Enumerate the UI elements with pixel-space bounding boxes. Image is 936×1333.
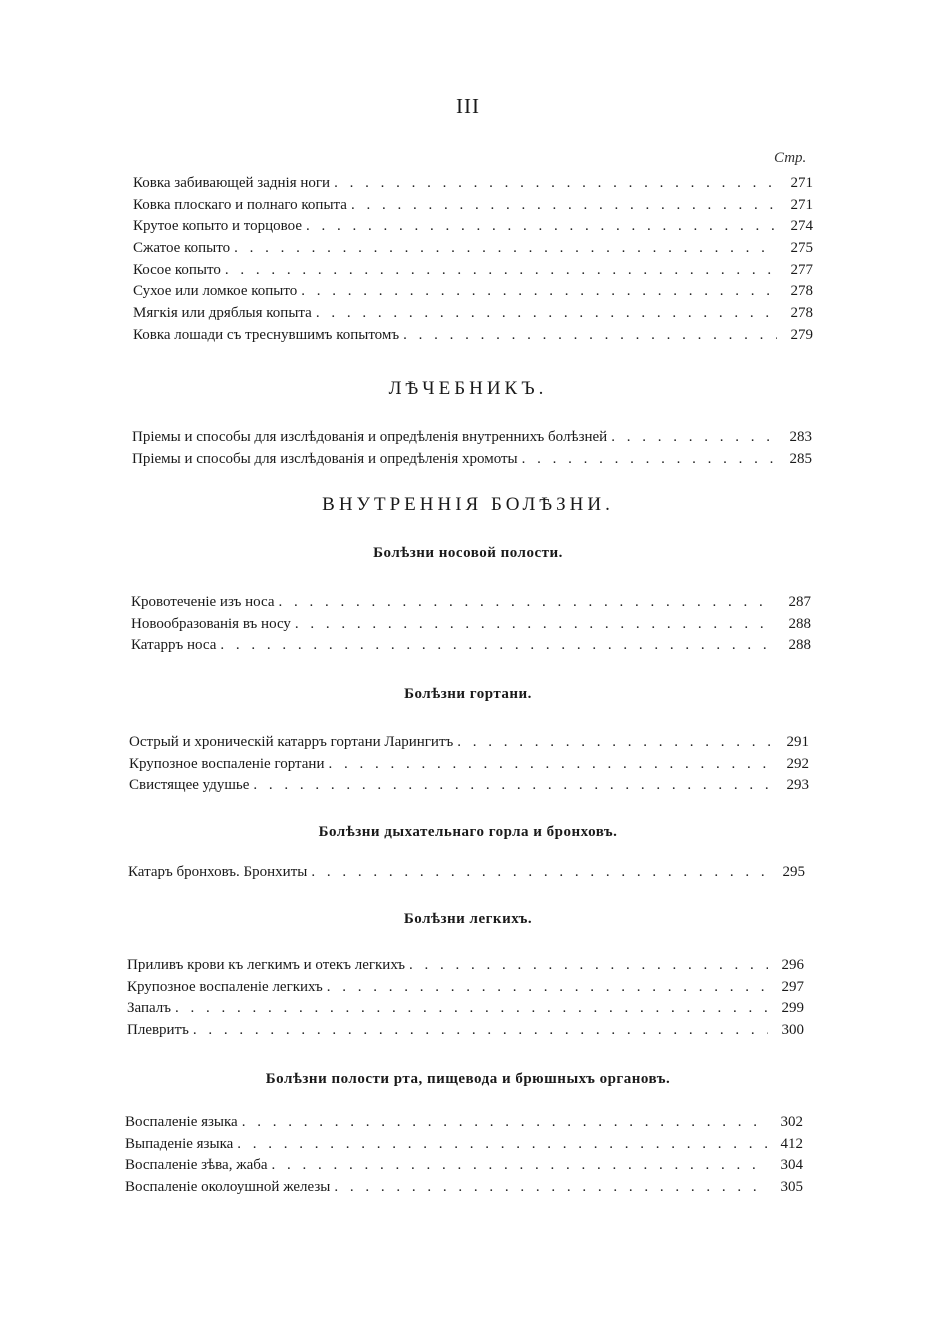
leader-dots [171, 998, 768, 1020]
leader-dots [405, 955, 768, 977]
toc-entry [125, 1155, 803, 1177]
toc-entry [131, 614, 811, 636]
toc-entry-page: 288 [788, 615, 811, 632]
toc-entry [133, 216, 813, 238]
toc-entry [129, 754, 809, 776]
toc-entry-page: 277 [790, 261, 813, 278]
toc-entry [133, 195, 813, 217]
toc-entry [133, 303, 813, 325]
toc-entry [133, 325, 813, 347]
toc-block-lechebnik [132, 427, 812, 470]
toc-entry-page: 287 [788, 594, 811, 610]
subsection-heading: Болѣзни носовой полости. [373, 545, 563, 561]
toc-entry [125, 1177, 803, 1199]
page-column-label: Стр. [774, 150, 807, 166]
toc-entry-title: Свистящее удушье [129, 777, 250, 794]
toc-entry-title: Сжатое копыто [133, 240, 231, 257]
toc-entry-page: 305 [780, 1179, 803, 1196]
toc-entry-title: Воспаленіе зѣва, жаба [125, 1157, 268, 1174]
toc-entry-title: Кровотеченіе изъ носа [131, 594, 275, 610]
toc-block-larynx [129, 732, 809, 797]
toc-entry-title: Катарръ носа [131, 637, 217, 654]
toc-entry-page: 288 [788, 637, 811, 654]
leader-dots [275, 592, 775, 614]
toc-entry-title: Запалъ [127, 1000, 172, 1017]
toc-entry [131, 635, 811, 657]
toc-entry-page: 291 [786, 734, 809, 750]
leader-dots [297, 281, 777, 303]
leader-dots [330, 1177, 767, 1199]
toc-entry-page: 292 [786, 755, 809, 772]
leader-dots [221, 260, 777, 282]
toc-entry-page: 302 [780, 1114, 803, 1130]
leader-dots [216, 635, 775, 657]
toc-entry-title: Пріемы и способы для изслѣдованія и опредѣленія хромоты [132, 450, 518, 467]
toc-entry-title: Выпаденіе языка [125, 1135, 234, 1152]
toc-entry-title: Крупозное воспаленіе легкихъ [127, 978, 323, 995]
toc-entry [129, 775, 809, 797]
page-number: III [456, 94, 480, 118]
toc-entry [127, 1020, 804, 1042]
toc-entry-page: 293 [786, 777, 809, 794]
toc-entry-title: Острый и хроническій катарръ гортани Ларингитъ [129, 734, 454, 750]
toc-block-nasal [131, 592, 811, 657]
toc-entry-page: 304 [780, 1157, 803, 1174]
toc-entry-page: 300 [781, 1022, 804, 1039]
toc-entry-title: Косое копыто [133, 261, 221, 278]
leader-dots [323, 977, 768, 999]
toc-block-hoof [133, 173, 813, 347]
subsection-heading: Болѣзни полости рта, пищевода и брюшныхъ органовъ. [265, 1071, 671, 1087]
leader-dots [238, 1112, 767, 1134]
leader-dots [233, 1134, 767, 1156]
leader-dots [312, 303, 777, 325]
toc-entry-page: 278 [790, 283, 813, 300]
toc-block-mouth [125, 1112, 803, 1199]
toc-entry-page: 299 [781, 1000, 804, 1017]
leader-dots [399, 325, 777, 347]
leader-dots [302, 216, 777, 238]
leader-dots [249, 775, 773, 797]
subsection-heading: Болѣзни легкихъ. [403, 911, 533, 927]
toc-entry [132, 427, 812, 449]
leader-dots [291, 614, 775, 636]
toc-entry-title: Крупозное воспаленіе гортани [129, 755, 325, 772]
leader-dots [307, 862, 769, 884]
toc-entry [133, 281, 813, 303]
toc-entry [125, 1112, 803, 1134]
toc-entry [133, 260, 813, 282]
toc-entry [128, 862, 805, 884]
leader-dots [230, 238, 777, 260]
subsection-heading: Болѣзни гортани. [404, 686, 532, 702]
toc-entry-page: 295 [782, 864, 805, 880]
toc-entry-page: 283 [789, 429, 812, 445]
toc-entry-title: Воспаленіе языка [125, 1114, 238, 1130]
toc-entry-title: Ковка лошади съ треснувшимъ копытомъ [133, 326, 400, 343]
toc-entry-title: Пріемы и способы для изслѣдованія и опредѣленія внутреннихъ болѣзней [132, 429, 608, 445]
toc-entry [133, 173, 813, 195]
toc-entry-title: Воспаленіе околоушной железы [125, 1179, 331, 1196]
toc-entry [132, 449, 812, 471]
toc-entry-page: 297 [781, 978, 804, 995]
toc-entry-title: Приливъ крови къ легкимъ и отекъ легкихъ [127, 957, 406, 973]
leader-dots [330, 173, 777, 195]
toc-entry-page: 271 [790, 196, 813, 213]
subsection-heading: Болѣзни дыхательнаго горла и бронховъ. [318, 824, 618, 840]
section-heading: ВНУТРЕННІЯ БОЛѢЗНИ. [322, 494, 614, 515]
toc-entry-page: 279 [790, 326, 813, 343]
toc-entry-title: Крутое копыто и торцовое [133, 218, 302, 235]
toc-entry-page: 285 [789, 450, 812, 467]
leader-dots [518, 449, 776, 471]
toc-entry [127, 998, 804, 1020]
toc-entry-title: Ковка плоскаго и полнаго копыта [133, 196, 347, 213]
leader-dots [189, 1020, 768, 1042]
toc-entry-title: Плевритъ [127, 1022, 189, 1039]
toc-entry-title: Мягкія или дряблыя копыта [133, 305, 312, 322]
leader-dots [453, 732, 773, 754]
toc-entry-page: 271 [790, 175, 813, 191]
toc-entry-title: Новообразованія въ носу [131, 615, 291, 632]
toc-block-lungs [127, 955, 804, 1042]
toc-block-bronchi [128, 862, 805, 884]
leader-dots [268, 1155, 767, 1177]
toc-entry-page: 412 [780, 1135, 803, 1152]
toc-entry [129, 732, 809, 754]
toc-entry-page: 278 [790, 305, 813, 322]
toc-entry-title: Катаръ бронховъ. Бронхиты [128, 864, 308, 880]
toc-entry-title: Сухое или ломкое копыто [133, 283, 298, 300]
toc-entry-page: 274 [790, 218, 813, 235]
toc-entry-page: 296 [781, 957, 804, 973]
toc-entry [127, 955, 804, 977]
toc-entry [125, 1134, 803, 1156]
leader-dots [324, 754, 773, 776]
section-heading: ЛѢЧЕБНИКЪ. [388, 378, 548, 399]
toc-entry [133, 238, 813, 260]
leader-dots [607, 427, 776, 449]
toc-entry-page: 275 [790, 240, 813, 257]
toc-entry [127, 977, 804, 999]
toc-entry-title: Ковка забивающей заднія ноги [133, 175, 331, 191]
toc-entry [131, 592, 811, 614]
leader-dots [347, 195, 777, 217]
